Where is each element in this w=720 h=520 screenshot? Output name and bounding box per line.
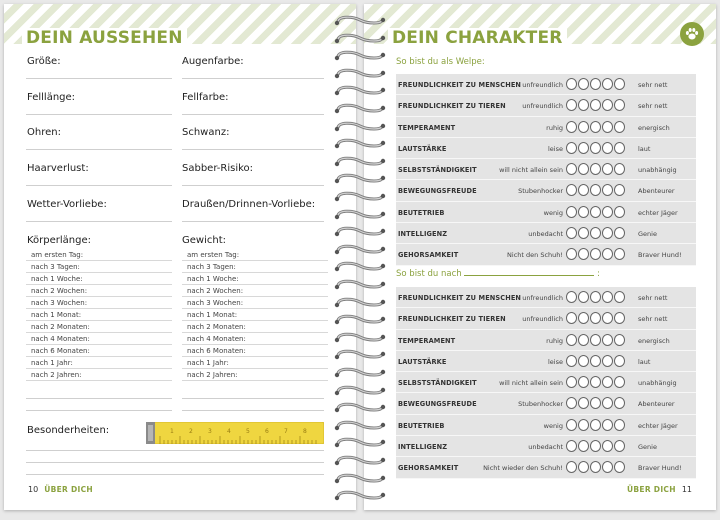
write-line <box>182 78 324 79</box>
trait-name: TEMPERAMENT <box>398 336 456 345</box>
rating-circles <box>566 78 625 90</box>
binding-ring <box>334 296 386 312</box>
rating-circles <box>566 397 625 409</box>
binding-ring <box>334 120 386 136</box>
field-label: Schwanz: <box>182 127 230 138</box>
trait-low-label: Stubenhocker <box>518 400 563 409</box>
ruler-number: 5 <box>246 428 250 435</box>
trait-name: GEHORSAMKEIT <box>398 464 459 473</box>
binding-ring <box>334 384 386 400</box>
rating-circles <box>566 355 625 367</box>
write-line <box>26 221 172 222</box>
binding-ring <box>334 102 386 118</box>
rating-circle[interactable] <box>578 397 589 409</box>
rating-circle[interactable] <box>590 227 601 239</box>
trait-high-label: energisch <box>638 336 670 345</box>
time-row: nach 1 Jahr: <box>182 357 328 369</box>
rating-circle[interactable] <box>590 184 601 196</box>
rating-circle[interactable] <box>614 184 625 196</box>
time-row: nach 6 Monaten: <box>182 345 328 357</box>
rating-circle[interactable] <box>590 206 601 218</box>
rating-circle[interactable] <box>602 78 613 90</box>
section-label: ÜBER DICH <box>44 485 94 494</box>
koerperlaenge-label: Körperlänge: <box>27 235 92 246</box>
write-line <box>26 185 172 186</box>
time-row: nach 2 Wochen: <box>182 285 328 297</box>
time-row: nach 4 Monaten: <box>26 333 172 345</box>
page-title-charakter: DEIN CHARAKTER <box>388 28 567 48</box>
time-row: nach 2 Monaten: <box>182 321 328 333</box>
rating-circles <box>566 227 625 239</box>
binding-ring <box>334 137 386 153</box>
rating-circles <box>566 206 625 218</box>
subheading-nach-text: So bist du nach <box>396 269 462 279</box>
rating-circle[interactable] <box>602 99 613 111</box>
rating-circle[interactable] <box>566 248 577 260</box>
rating-circle[interactable] <box>566 184 577 196</box>
rating-circle[interactable] <box>566 206 577 218</box>
time-row: nach 3 Tagen: <box>26 261 172 273</box>
trait-high-label: Genie <box>638 443 657 452</box>
rating-circle[interactable] <box>602 163 613 175</box>
trait-name: LAUTSTÄRKE <box>398 357 447 366</box>
trait-low-label: leise <box>548 357 563 366</box>
rating-circle[interactable] <box>602 206 613 218</box>
trait-high-label: sehr nett <box>638 315 668 324</box>
write-line <box>26 149 172 150</box>
rating-circle[interactable] <box>566 397 577 409</box>
rating-circle[interactable] <box>590 248 601 260</box>
rating-circle[interactable] <box>590 419 601 431</box>
page-footer-right <box>627 485 692 494</box>
write-line <box>26 462 324 463</box>
trait-low-label: unfreundlich <box>522 294 563 302</box>
rating-circle[interactable] <box>566 355 577 367</box>
blank-line <box>464 268 594 276</box>
rating-circle[interactable] <box>602 291 613 303</box>
trait-row <box>396 351 696 372</box>
write-line <box>182 410 324 411</box>
rating-circle[interactable] <box>578 163 589 175</box>
rating-circle[interactable] <box>602 440 613 452</box>
trait-high-label: echter Jäger <box>638 421 678 430</box>
rating-circle[interactable] <box>578 291 589 303</box>
trait-row <box>396 74 696 95</box>
rating-circle[interactable] <box>614 376 625 388</box>
trait-name: TEMPERAMENT <box>398 123 456 132</box>
trait-row <box>396 393 696 414</box>
trait-name: BEUTETRIEB <box>398 208 445 217</box>
rating-circle[interactable] <box>590 397 601 409</box>
binding-ring <box>334 14 386 30</box>
binding-ring <box>334 190 386 206</box>
binding-ring <box>334 401 386 417</box>
trait-name: INTELLIGENZ <box>398 230 448 239</box>
trait-low-label: will nicht allein sein <box>499 379 563 388</box>
time-row: nach 3 Wochen: <box>182 297 328 309</box>
write-line <box>26 410 172 411</box>
ruler-number: 3 <box>208 428 212 435</box>
trait-low-label: Stubenhocker <box>518 187 563 196</box>
rating-circle[interactable] <box>590 376 601 388</box>
rating-circles <box>566 440 625 452</box>
field-label: Draußen/Drinnen-Vorliebe: <box>182 199 316 210</box>
write-line <box>26 78 172 79</box>
rating-circle[interactable] <box>578 121 589 133</box>
binding-ring <box>334 32 386 48</box>
trait-row <box>396 117 696 138</box>
ruler-graphic <box>146 422 324 444</box>
right-page <box>364 4 716 510</box>
rating-circles <box>566 99 625 111</box>
ruler-number: 1 <box>170 428 174 435</box>
rating-circle[interactable] <box>614 355 625 367</box>
time-row: nach 1 Monat: <box>26 309 172 321</box>
time-row: nach 1 Monat: <box>182 309 328 321</box>
trait-row <box>396 159 696 180</box>
rating-circle[interactable] <box>566 419 577 431</box>
binding-ring <box>334 84 386 100</box>
time-row: nach 3 Wochen: <box>26 297 172 309</box>
trait-row <box>396 202 696 223</box>
binding-ring <box>334 436 386 452</box>
trait-high-label: Braver Hund! <box>638 251 682 260</box>
trait-row <box>396 180 696 201</box>
trait-low-label: ruhig <box>546 123 563 132</box>
rating-circle[interactable] <box>578 440 589 452</box>
rating-circle[interactable] <box>566 440 577 452</box>
trait-name: GEHORSAMKEIT <box>398 251 459 260</box>
rating-circle[interactable] <box>614 78 625 90</box>
ruler-number: 2 <box>189 428 193 435</box>
rating-circle[interactable] <box>614 206 625 218</box>
rating-circle[interactable] <box>602 184 613 196</box>
binding-ring <box>334 243 386 259</box>
trait-name: LAUTSTÄRKE <box>398 144 447 153</box>
trait-name: FREUNDLICHKEIT ZU TIEREN <box>398 102 506 111</box>
trait-row <box>396 415 696 436</box>
trait-high-label: laut <box>638 357 651 366</box>
rating-circle[interactable] <box>578 419 589 431</box>
rating-circles <box>566 461 625 473</box>
trait-low-label: leise <box>548 144 563 153</box>
field-label: Größe: <box>27 56 61 67</box>
rating-circle[interactable] <box>602 248 613 260</box>
rating-circle[interactable] <box>590 121 601 133</box>
section-label: ÜBER DICH <box>626 485 676 494</box>
binding-ring <box>334 208 386 224</box>
trait-high-label: echter Jäger <box>638 208 678 217</box>
rating-circle[interactable] <box>566 227 577 239</box>
write-line <box>182 221 324 222</box>
rating-circle[interactable] <box>590 163 601 175</box>
rating-circle[interactable] <box>614 248 625 260</box>
field-label: Felllänge: <box>27 92 76 103</box>
binding-ring <box>334 472 386 488</box>
time-row: nach 6 Monaten: <box>26 345 172 357</box>
besonderheiten-label: Besonderheiten: <box>27 425 110 436</box>
rating-circle[interactable] <box>590 355 601 367</box>
rating-circle[interactable] <box>602 397 613 409</box>
rating-circle[interactable] <box>602 142 613 154</box>
rating-circle[interactable] <box>590 78 601 90</box>
rating-circle[interactable] <box>578 142 589 154</box>
binding-ring <box>334 331 386 347</box>
time-row: nach 2 Monaten: <box>26 321 172 333</box>
rating-circle[interactable] <box>614 440 625 452</box>
rating-circle[interactable] <box>614 121 625 133</box>
trait-grid-welpe <box>396 74 696 266</box>
trait-grid-nach <box>396 287 696 479</box>
binding-ring <box>334 313 386 329</box>
trait-low-label: Nicht den Schuh! <box>507 251 563 260</box>
subheading-nach <box>396 268 600 279</box>
time-row: nach 1 Woche: <box>182 273 328 285</box>
field-label: Sabber-Risiko: <box>182 163 254 174</box>
trait-low-label: Nicht wieder den Schuh! <box>483 464 563 473</box>
time-row: nach 2 Jahren: <box>26 369 172 381</box>
trait-row <box>396 330 696 351</box>
rating-circle[interactable] <box>578 206 589 218</box>
rating-circle[interactable] <box>614 334 625 346</box>
trait-high-label: Abenteurer <box>638 400 675 409</box>
rating-circle[interactable] <box>566 461 577 473</box>
write-line <box>182 114 324 115</box>
rating-circle[interactable] <box>614 163 625 175</box>
trait-name: FREUNDLICHKEIT ZU TIEREN <box>398 315 506 324</box>
trait-low-label: will nicht allein sein <box>499 166 563 175</box>
rating-circle[interactable] <box>602 376 613 388</box>
rating-circles <box>566 376 625 388</box>
rating-circles <box>566 184 625 196</box>
trait-low-label: unfreundlich <box>522 81 563 89</box>
binding-ring <box>334 366 386 382</box>
rating-circles <box>566 291 625 303</box>
trait-low-label: unfreundlich <box>522 315 563 324</box>
rating-circle[interactable] <box>566 334 577 346</box>
koerperlaenge-table <box>26 249 172 381</box>
rating-circles <box>566 312 625 324</box>
rating-circle[interactable] <box>578 99 589 111</box>
trait-row <box>396 223 696 244</box>
rating-circle[interactable] <box>566 78 577 90</box>
rating-circle[interactable] <box>614 142 625 154</box>
write-line <box>182 185 324 186</box>
binding-ring <box>334 260 386 276</box>
rating-circle[interactable] <box>590 291 601 303</box>
rating-circle[interactable] <box>590 440 601 452</box>
subheading-nach-colon: : <box>597 269 600 279</box>
rating-circle[interactable] <box>602 355 613 367</box>
trait-row <box>396 138 696 159</box>
trait-name: BEUTETRIEB <box>398 421 445 430</box>
trait-high-label: sehr nett <box>638 102 668 111</box>
trait-high-label: unabhängig <box>638 166 677 175</box>
trait-name: BEWEGUNGSFREUDE <box>398 400 477 409</box>
rating-circle[interactable] <box>578 248 589 260</box>
ruler-number: 4 <box>227 428 231 435</box>
rating-circle[interactable] <box>578 355 589 367</box>
rating-circle[interactable] <box>566 99 577 111</box>
trait-row <box>396 372 696 393</box>
field-label: Haarverlust: <box>27 163 89 174</box>
binding-ring <box>334 454 386 470</box>
rating-circle[interactable] <box>602 227 613 239</box>
field-label: Wetter-Vorliebe: <box>27 199 107 210</box>
write-line <box>26 114 172 115</box>
trait-low-label: unfreundlich <box>522 102 563 111</box>
time-row: nach 4 Monaten: <box>182 333 328 345</box>
rating-circle[interactable] <box>578 312 589 324</box>
time-row: nach 1 Jahr: <box>26 357 172 369</box>
rating-circles <box>566 142 625 154</box>
rating-circle[interactable] <box>614 397 625 409</box>
trait-high-label: Abenteurer <box>638 187 675 196</box>
rating-circle[interactable] <box>614 312 625 324</box>
write-line <box>182 149 324 150</box>
rating-circle[interactable] <box>614 227 625 239</box>
rating-circles <box>566 419 625 431</box>
rating-circle[interactable] <box>566 376 577 388</box>
trait-low-label: ruhig <box>546 336 563 345</box>
paw-icon <box>680 22 704 46</box>
trait-high-label: sehr nett <box>638 81 668 89</box>
trait-row <box>396 95 696 116</box>
binding-ring <box>334 49 386 65</box>
ruler-number: 7 <box>284 428 288 435</box>
spiral-binding <box>334 0 386 520</box>
rating-circle[interactable] <box>602 461 613 473</box>
trait-low-label: unbedacht <box>528 230 563 239</box>
trait-name: SELBSTSTÄNDIGKEIT <box>398 166 477 175</box>
page-number: 10 <box>28 485 39 494</box>
trait-row <box>396 287 696 308</box>
trait-high-label: Braver Hund! <box>638 464 682 473</box>
field-label: Fellfarbe: <box>182 92 229 103</box>
binding-ring <box>334 225 386 241</box>
subheading-welpe: So bist du als Welpe: <box>396 57 485 67</box>
write-line <box>26 450 324 451</box>
rating-circle[interactable] <box>590 461 601 473</box>
rating-circle[interactable] <box>578 184 589 196</box>
rating-circle[interactable] <box>578 461 589 473</box>
trait-high-label: sehr nett <box>638 294 668 302</box>
trait-low-label: wenig <box>543 208 563 217</box>
time-row: am ersten Tag: <box>26 249 172 261</box>
rating-circles <box>566 121 625 133</box>
time-row: nach 1 Woche: <box>26 273 172 285</box>
rating-circle[interactable] <box>602 334 613 346</box>
left-page <box>4 4 356 510</box>
binding-ring <box>334 278 386 294</box>
trait-low-label: unbedacht <box>528 443 563 452</box>
binding-ring <box>334 67 386 83</box>
time-row: nach 2 Jahren: <box>182 369 328 381</box>
rating-circle[interactable] <box>566 291 577 303</box>
trait-row <box>396 308 696 329</box>
trait-name: BEWEGUNGSFREUDE <box>398 187 477 196</box>
rating-circles <box>566 334 625 346</box>
trait-high-label: Genie <box>638 230 657 239</box>
rating-circle[interactable] <box>590 99 601 111</box>
trait-name: SELBSTSTÄNDIGKEIT <box>398 379 477 388</box>
rating-circle[interactable] <box>590 312 601 324</box>
rating-circle[interactable] <box>590 142 601 154</box>
trait-high-label: unabhängig <box>638 379 677 388</box>
trait-high-label: energisch <box>638 123 670 132</box>
trait-row <box>396 436 696 457</box>
rating-circle[interactable] <box>602 121 613 133</box>
rating-circle[interactable] <box>566 121 577 133</box>
trait-low-label: wenig <box>543 421 563 430</box>
rating-circle[interactable] <box>614 419 625 431</box>
rating-circle[interactable] <box>578 227 589 239</box>
time-row: am ersten Tag: <box>182 249 328 261</box>
trait-row <box>396 244 696 265</box>
rating-circles <box>566 248 625 260</box>
gewicht-table <box>182 249 328 381</box>
page-number: 11 <box>681 485 692 494</box>
trait-high-label: laut <box>638 144 651 153</box>
time-row: nach 3 Tagen: <box>182 261 328 273</box>
trait-name: FREUNDLICHKEIT ZU MENSCHEN <box>398 294 522 302</box>
page-title-aussehen: DEIN AUSSEHEN <box>22 28 187 48</box>
page-footer-left <box>28 485 93 494</box>
rating-circle[interactable] <box>566 163 577 175</box>
time-row: nach 2 Wochen: <box>26 285 172 297</box>
rating-circle[interactable] <box>614 99 625 111</box>
trait-name: INTELLIGENZ <box>398 443 448 452</box>
write-line <box>26 474 324 475</box>
trait-row <box>396 457 696 478</box>
gewicht-label: Gewicht: <box>182 235 226 246</box>
binding-ring <box>334 489 386 505</box>
rating-circles <box>566 163 625 175</box>
ruler-number: 8 <box>303 428 307 435</box>
write-line <box>26 398 172 399</box>
binding-ring <box>334 155 386 171</box>
field-label: Ohren: <box>27 127 61 138</box>
binding-ring <box>334 348 386 364</box>
rating-circle[interactable] <box>614 291 625 303</box>
write-line <box>182 398 324 399</box>
trait-name: FREUNDLICHKEIT ZU MENSCHEN <box>398 81 522 89</box>
ruler-number: 6 <box>265 428 269 435</box>
rating-circle[interactable] <box>566 142 577 154</box>
rating-circle[interactable] <box>578 78 589 90</box>
rating-circle[interactable] <box>578 376 589 388</box>
binding-ring <box>334 419 386 435</box>
rating-circle[interactable] <box>590 334 601 346</box>
rating-circle[interactable] <box>566 312 577 324</box>
rating-circle[interactable] <box>578 334 589 346</box>
field-label: Augenfarbe: <box>182 56 244 67</box>
rating-circle[interactable] <box>614 461 625 473</box>
binding-ring <box>334 172 386 188</box>
rating-circle[interactable] <box>602 419 613 431</box>
rating-circle[interactable] <box>602 312 613 324</box>
